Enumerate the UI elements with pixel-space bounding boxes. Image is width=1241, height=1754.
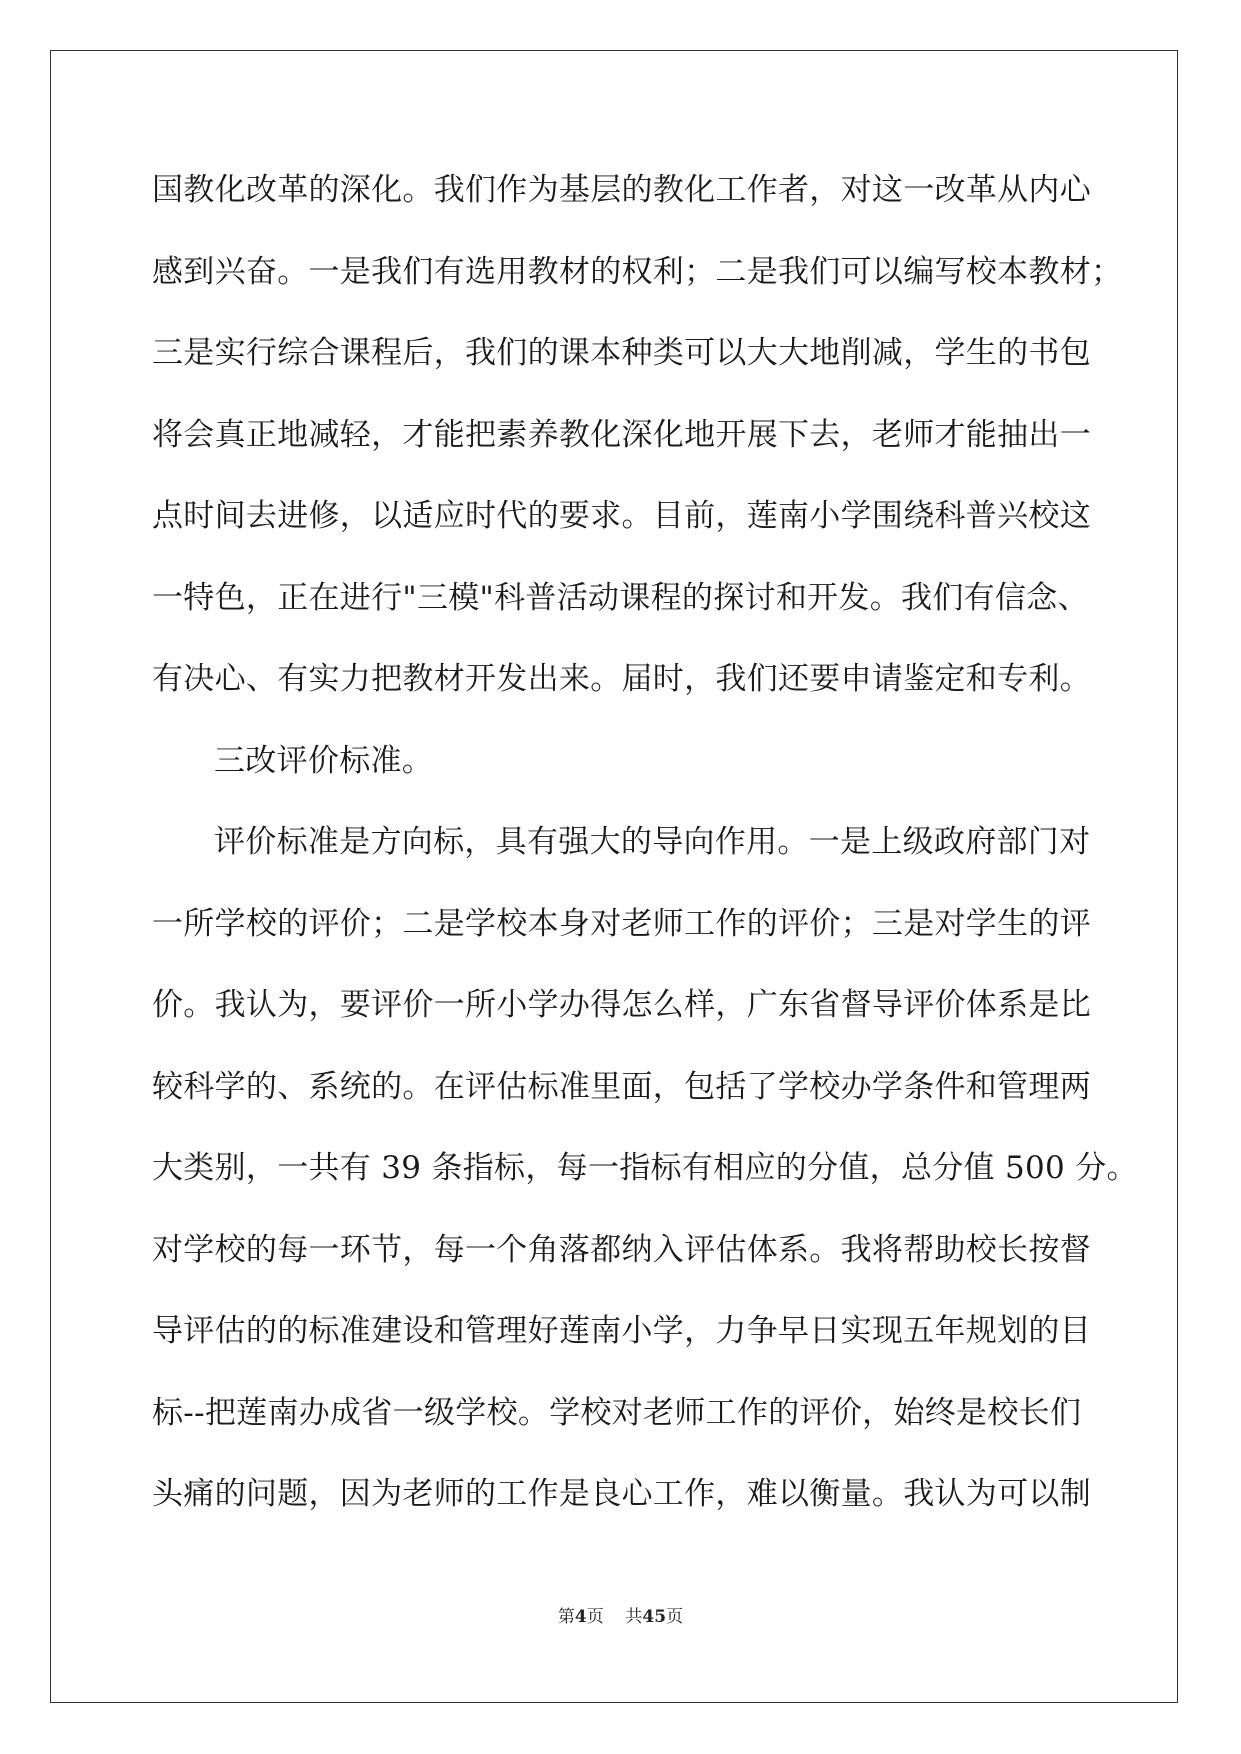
paragraph-start: 评价标准是方向标，具有强大的导向作用。一是上级政府部门对 xyxy=(214,824,1091,860)
body-line: 国教化改革的深化。我们作为基层的教化工作者，对这一改革从内心 xyxy=(152,172,1091,208)
body-line: 大类别，一共有 39 条指标，每一指标有相应的分值，总分值 500 分。 xyxy=(152,1150,1138,1186)
body-line: 导评估的的标准建设和管理好莲南小学，力争早日实现五年规划的目 xyxy=(152,1313,1091,1349)
current-page-number: 4 xyxy=(574,1607,587,1627)
footer-page-word: 页 xyxy=(586,1607,604,1627)
body-line: 三是实行综合课程后，我们的课本种类可以大大地削减，学生的书包 xyxy=(152,335,1091,371)
footer-total-prefix: 共 xyxy=(625,1607,643,1627)
body-line: 标--把莲南办成省一级学校。学校对老师工作的评价，始终是校长们 xyxy=(152,1394,1082,1431)
body-line: 感到兴奋。一是我们有选用教材的权利；二是我们可以编写校本教材； xyxy=(152,253,1123,290)
footer-prefix: 第 xyxy=(557,1607,575,1627)
body-line: 头痛的问题，因为老师的工作是良心工作，难以衡量。我认为可以制 xyxy=(152,1476,1091,1512)
body-line: 有决心、有实力把教材开发出来。届时，我们还要申请鉴定和专利。 xyxy=(152,661,1091,697)
footer-total-suffix: 页 xyxy=(666,1607,684,1627)
total-pages-number: 45 xyxy=(642,1607,667,1627)
body-line: 对学校的每一环节，每一个角落都纳入评估体系。我将帮助校长按督 xyxy=(152,1231,1091,1268)
body-line: 一所学校的评价；二是学校本身对老师工作的评价；三是对学生的评 xyxy=(152,905,1091,942)
body-line: 一特色，正在进行"三模"科普活动课程的探讨和开发。我们有信念、 xyxy=(152,579,1089,616)
document-body xyxy=(152,160,1138,1546)
section-heading: 三改评价标准。 xyxy=(214,742,434,779)
body-line: 将会真正地减轻，才能把素养教化深化地开展下去，老师才能抽出一 xyxy=(152,416,1091,453)
body-line: 点时间去进修，以适应时代的要求。目前，莲南小学围绕科普兴校这 xyxy=(152,498,1091,534)
body-line: 较科学的、系统的。在评估标准里面，包括了学校办学条件和管理两 xyxy=(152,1068,1091,1105)
page-footer xyxy=(0,1602,1241,1627)
body-line: 价。我认为，要评价一所小学办得怎么样，广东省督导评价体系是比 xyxy=(152,987,1091,1023)
